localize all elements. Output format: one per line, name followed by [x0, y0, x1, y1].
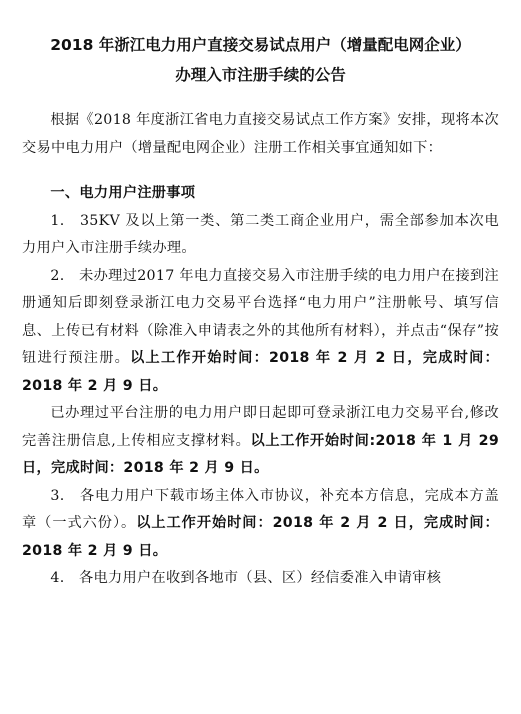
item-4-paragraph: 4. 各电力用户在收到各地市（县、区）经信委准入申请审核 — [50, 570, 442, 586]
spacer — [22, 90, 499, 107]
item-2-paragraph — [22, 263, 499, 401]
item-1-paragraph: 1. 35KV 及以上第一类、第二类工商企业用户，需全部参加本次电力用户入市注册手续办理。 — [22, 212, 499, 256]
item-3-schedule: 以上工作开始时间：2018 年 2 月 2 日，完成时间：2018 年 2 月 9 日。 — [22, 515, 499, 559]
intro-paragraph: 根据《2018 年度浙江省电力直接交易试点工作方案》安排，现将本次交易中电力用户（增量配电网企业）注册工作相关事宜通知如下： — [22, 112, 499, 156]
item-2b-schedule: 以上工作开始时间:2018 年 1 月 29 日，完成时间：2018 年 2 月 9 日。 — [22, 432, 499, 476]
page-title-line-1: 2018 年浙江电力用户直接交易试点用户（增量配电网企业） — [50, 36, 471, 54]
item-2b-text: 已办理过平台注册的电力用户即日起即可登录浙江电力交易平台,修改完善注册信息,上传相应支撑材料。 — [22, 405, 499, 449]
page-title-line-2: 办理入市注册手续的公告 — [175, 66, 346, 84]
item-2-schedule: 以上工作开始时间：2018 年 2 月 2 日，完成时间：2018 年 2 月 9 日。 — [22, 350, 499, 394]
item-3-paragraph — [22, 483, 499, 566]
item-2-text: 2. 未办理过2017 年电力直接交易入市注册手续的电力用户在接到注册通知后即刻登录浙江电力交易平台选择“电力用户”注册帐号、填写信息、上传已有材料（除准入申请表之外的其他所有材料），并点击“保存”按钮进行预注册。 — [22, 267, 499, 366]
spacer — [22, 162, 499, 180]
section-heading: 一、电力用户注册事项 — [50, 185, 196, 201]
item-2b-paragraph — [22, 400, 499, 483]
item-3-text: 3. 各电力用户下载市场主体入市协议，补充本方信息，完成本方盖章（一式六份）。 — [22, 487, 499, 531]
